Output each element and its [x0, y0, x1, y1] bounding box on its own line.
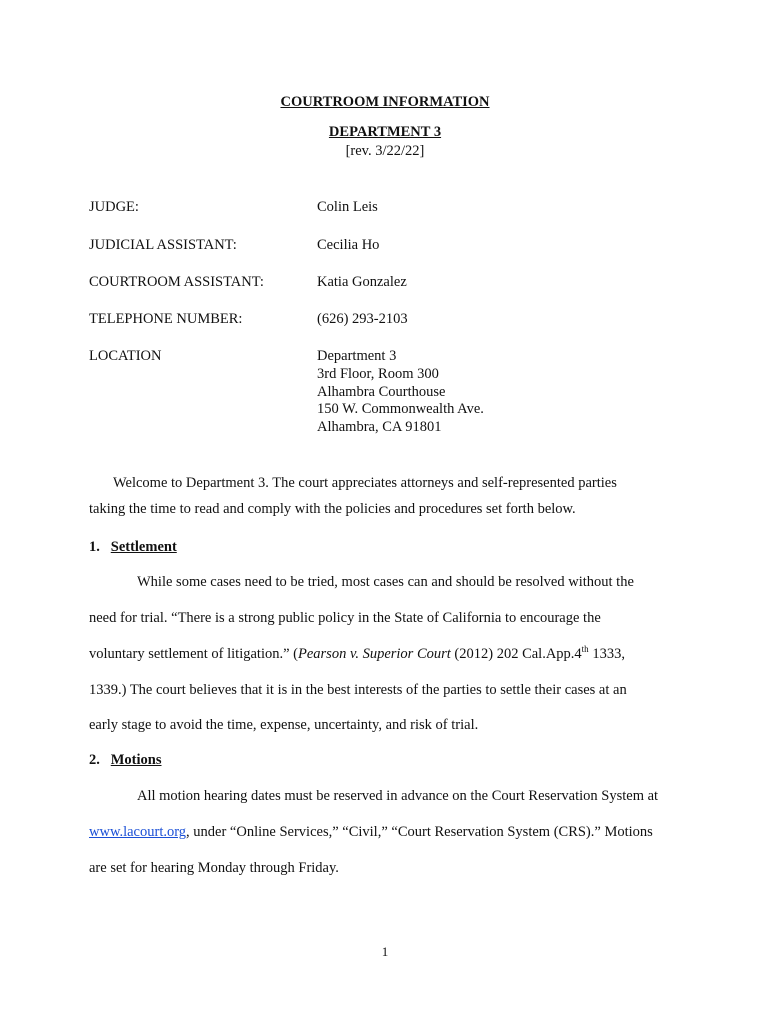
address-line: 150 W. Commonwealth Ave. [317, 401, 484, 418]
lacourt-link[interactable]: www.lacourt.org [89, 824, 187, 840]
settlement-heading [89, 539, 177, 556]
location-address [317, 348, 484, 437]
revision-date: [rev. 3/22/22] [345, 143, 425, 159]
courtroom-assistant-label: COURTROOM ASSISTANT: [89, 274, 264, 290]
motions-heading [89, 752, 162, 769]
paragraph-line: 1339.) The court believes that it is in the best interests of the parties to settle their cases at an [89, 682, 627, 698]
intro-line: taking the time to read and comply with the policies and procedures set forth below. [89, 501, 576, 517]
text-span: (2012) 202 Cal.App.4 [450, 646, 582, 662]
department-heading: DEPARTMENT 3 [328, 124, 442, 140]
paragraph-line: are set for hearing Monday through Friday. [89, 860, 339, 876]
address-line: Alhambra, CA 91801 [317, 419, 442, 436]
superscript: th [581, 644, 589, 655]
courtroom-assistant-value: Katia Gonzalez [317, 274, 407, 290]
address-line: 3rd Floor, Room 300 [317, 365, 439, 382]
telephone-value: (626) 293-2103 [317, 311, 408, 327]
telephone-label: TELEPHONE NUMBER: [89, 311, 243, 327]
page-number: 1 [381, 944, 389, 959]
paragraph-line: need for trial. “There is a strong public policy in the State of California to encourage the [89, 610, 601, 626]
address-line: Department 3 [317, 348, 397, 364]
judge-label: JUDGE: [89, 199, 139, 215]
location-label: LOCATION [89, 348, 162, 364]
section-title: Settlement [110, 539, 177, 555]
text-span: , under “Online Services,” “Civil,” “Court Reservation System (CRS).” Motions [186, 824, 653, 840]
paragraph-line: While some cases need to be tried, most cases can and should be resolved without the [137, 574, 634, 590]
text-span: voluntary settlement of litigation.” ( [89, 646, 298, 662]
section-number: 1. [89, 539, 100, 555]
paragraph-line [89, 824, 653, 841]
section-title: Motions [110, 752, 162, 768]
intro-line: Welcome to Department 3. The court appreciates attorneys and self-represented parties [113, 475, 617, 491]
text-span: 1333, [588, 646, 625, 662]
paragraph-line: All motion hearing dates must be reserved in advance on the Court Reservation System at [137, 788, 659, 804]
paragraph-line [89, 646, 625, 663]
judicial-assistant-label: JUDICIAL ASSISTANT: [89, 237, 237, 253]
address-line: Alhambra Courthouse [317, 383, 446, 400]
judicial-assistant-value: Cecilia Ho [317, 237, 380, 253]
paragraph-line: early stage to avoid the time, expense, uncertainty, and risk of trial. [89, 717, 479, 733]
case-citation: Pearson v. Superior Court [298, 646, 451, 662]
page-title: COURTROOM INFORMATION [280, 94, 490, 110]
section-number: 2. [89, 752, 100, 768]
judge-value: Colin Leis [317, 199, 378, 215]
